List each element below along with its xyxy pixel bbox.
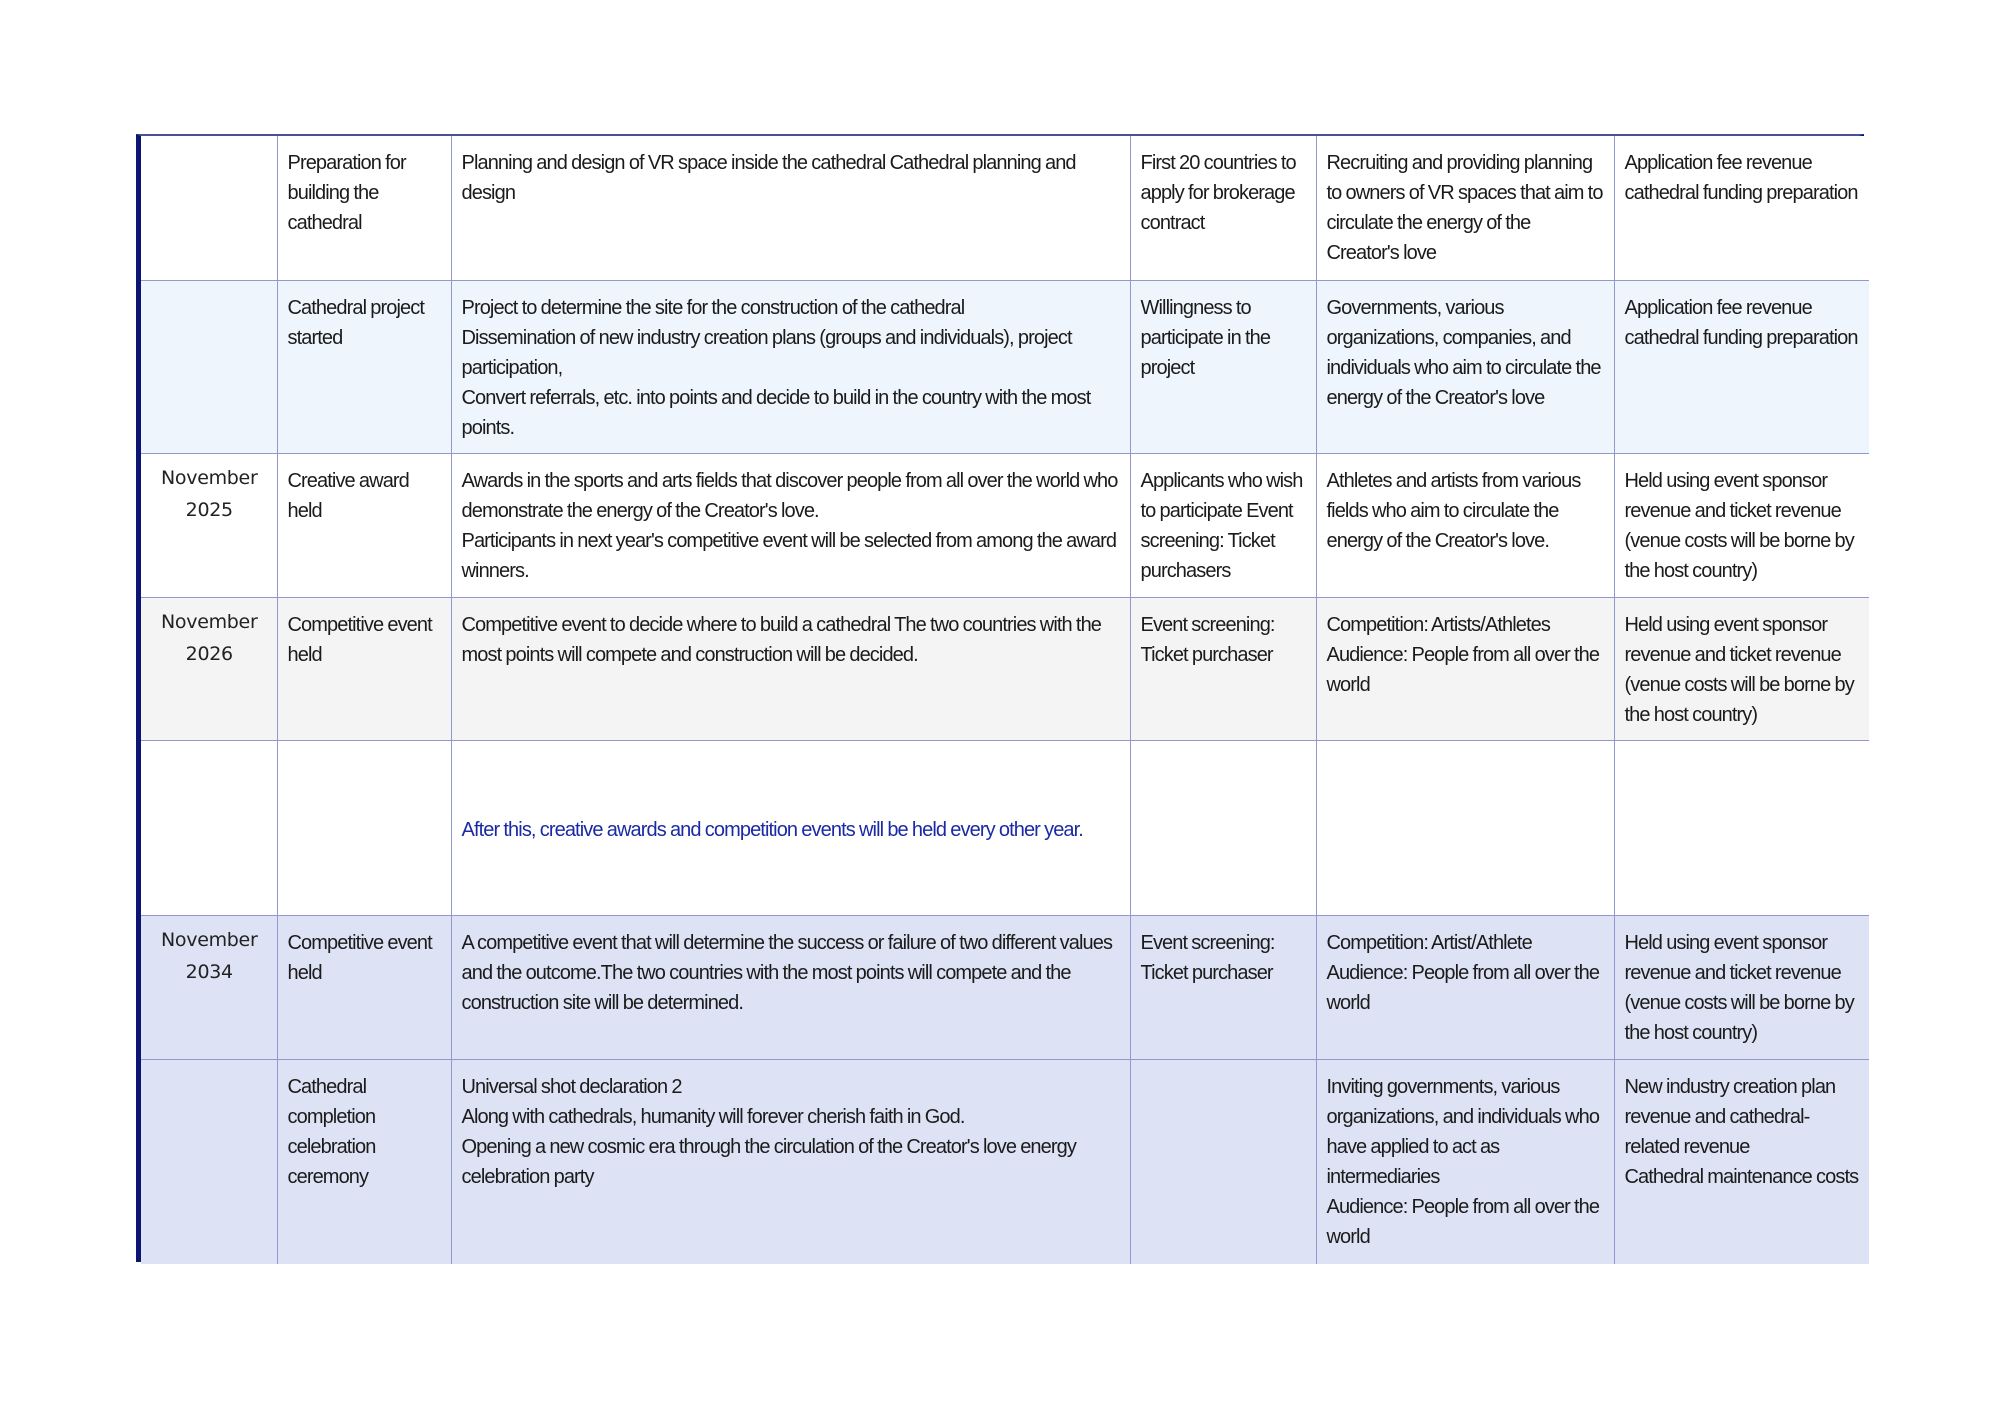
table-row — [141, 915, 1869, 1059]
revenue-cell — [1614, 136, 1869, 280]
note-cell — [451, 740, 1130, 915]
revenue-line: Held using event sponsor revenue and ticket revenue (venue costs will be borne by the host country) — [1624, 931, 1858, 1044]
description-cell — [451, 280, 1130, 453]
table-row — [141, 280, 1869, 453]
event-cell: Cathedral completion celebration ceremony — [277, 1059, 451, 1264]
table-row — [141, 597, 1869, 740]
event-cell: Preparation for building the cathedral — [277, 136, 451, 280]
empty-cell — [141, 740, 277, 915]
participants-cell: Event screening: Ticket purchaser — [1130, 597, 1316, 740]
date-cell — [141, 915, 277, 1059]
description-cell — [451, 597, 1130, 740]
date-month: November — [161, 928, 258, 951]
target-cell — [1316, 280, 1614, 453]
description-cell — [451, 1059, 1130, 1264]
target-line: Audience: People from all over the world — [1326, 1195, 1604, 1248]
empty-cell — [277, 740, 451, 915]
date-cell — [141, 597, 277, 740]
participants-cell — [1130, 1059, 1316, 1264]
date-cell — [141, 280, 277, 453]
date-year: 2025 — [185, 498, 233, 521]
description-line: Planning and design of VR space inside the cathedral Cathedral planning and design — [461, 152, 1080, 204]
schedule-table — [141, 136, 1869, 1264]
date-year: 2026 — [185, 642, 233, 665]
date-month: November — [161, 466, 258, 489]
target-cell — [1316, 453, 1614, 597]
target-cell — [1316, 597, 1614, 740]
participants-cell: Applicants who wish to participate Event screening: Ticket purchasers — [1130, 453, 1316, 597]
target-line: Competition: Artists/Athletes — [1326, 613, 1551, 636]
revenue-line: Cathedral maintenance costs — [1624, 1165, 1859, 1188]
event-cell: Cathedral project started — [277, 280, 451, 453]
participants-cell: First 20 countries to apply for brokerage contract — [1130, 136, 1316, 280]
empty-cell — [1130, 740, 1316, 915]
description-line: Universal shot declaration 2 — [461, 1075, 682, 1098]
event-cell: Competitive event held — [277, 915, 451, 1059]
revenue-cell — [1614, 597, 1869, 740]
biennial-note: After this, creative awards and competition events will be held every other year. — [461, 818, 1083, 841]
schedule-table-frame — [136, 134, 1864, 1262]
target-line: Inviting governments, various organizations, and individuals who have applied to act as intermediaries — [1326, 1075, 1604, 1188]
date-year: 2034 — [185, 960, 233, 983]
date-cell — [141, 1059, 277, 1264]
date-cell — [141, 453, 277, 597]
revenue-line: Application fee revenue cathedral funding preparation — [1624, 296, 1858, 349]
revenue-line: Held using event sponsor revenue and ticket revenue (venue costs will be borne by the host country) — [1624, 469, 1858, 582]
description-line: Participants in next year's competitive event will be selected from among the award winners. — [461, 529, 1121, 582]
description-line: Project to determine the site for the construction of the cathedral — [461, 296, 965, 319]
date-cell — [141, 136, 277, 280]
target-line: Athletes and artists from various fields who aim to circulate the energy of the Creator's love. — [1326, 469, 1585, 552]
target-cell — [1316, 1059, 1614, 1264]
table-row — [141, 453, 1869, 597]
target-cell — [1316, 136, 1614, 280]
revenue-line: Held using event sponsor revenue and ticket revenue (venue costs will be borne by the host country) — [1624, 613, 1858, 726]
participants-cell: Event screening: Ticket purchaser — [1130, 915, 1316, 1059]
table-row — [141, 1059, 1869, 1264]
empty-cell — [1316, 740, 1614, 915]
description-line: Along with cathedrals, humanity will forever cherish faith in God. — [461, 1105, 965, 1128]
description-cell — [451, 136, 1130, 280]
description-line: Opening a new cosmic era through the circulation of the Creator's love energy celebration party — [461, 1135, 1081, 1188]
empty-cell — [1614, 740, 1869, 915]
description-line: Convert referrals, etc. into points and decide to build in the country with the most points. — [461, 386, 1095, 439]
revenue-cell — [1614, 453, 1869, 597]
description-line: Competitive event to decide where to build a cathedral The two countries with the most points will compete and construction will be decided. — [461, 613, 1106, 666]
event-cell: Competitive event held — [277, 597, 451, 740]
revenue-line: Application fee revenue cathedral funding preparation — [1624, 152, 1858, 204]
revenue-cell — [1614, 1059, 1869, 1264]
description-line: Dissemination of new industry creation plans (groups and individuals), project participation, — [461, 326, 1076, 379]
participants-cell: Willingness to participate in the project — [1130, 280, 1316, 453]
target-line: Competition: Artist/Athlete — [1326, 931, 1532, 954]
target-line: Audience: People from all over the world — [1326, 961, 1604, 1014]
description-line: Awards in the sports and arts fields that discover people from all over the world who demonstrate the energy of the Creator's love. — [461, 469, 1122, 522]
target-line: Governments, various organizations, companies, and individuals who aim to circulate the energy of the Creator's love — [1326, 296, 1605, 409]
target-line: Recruiting and providing planning to owners of VR spaces that aim to circulate the energy of the Creator's love — [1326, 152, 1607, 264]
description-line: A competitive event that will determine the success or failure of two different values and the outcome.The two countries with the most points will compete and the construction site will be determined. — [461, 931, 1117, 1014]
target-cell — [1316, 915, 1614, 1059]
revenue-cell — [1614, 915, 1869, 1059]
date-month: November — [161, 610, 258, 633]
revenue-line: New industry creation plan revenue and cathedral-related revenue — [1624, 1075, 1840, 1158]
table-row — [141, 136, 1869, 280]
event-cell: Creative award held — [277, 453, 451, 597]
table-row-note — [141, 740, 1869, 915]
revenue-cell — [1614, 280, 1869, 453]
target-line: Audience: People from all over the world — [1326, 643, 1604, 696]
description-cell — [451, 453, 1130, 597]
description-cell — [451, 915, 1130, 1059]
